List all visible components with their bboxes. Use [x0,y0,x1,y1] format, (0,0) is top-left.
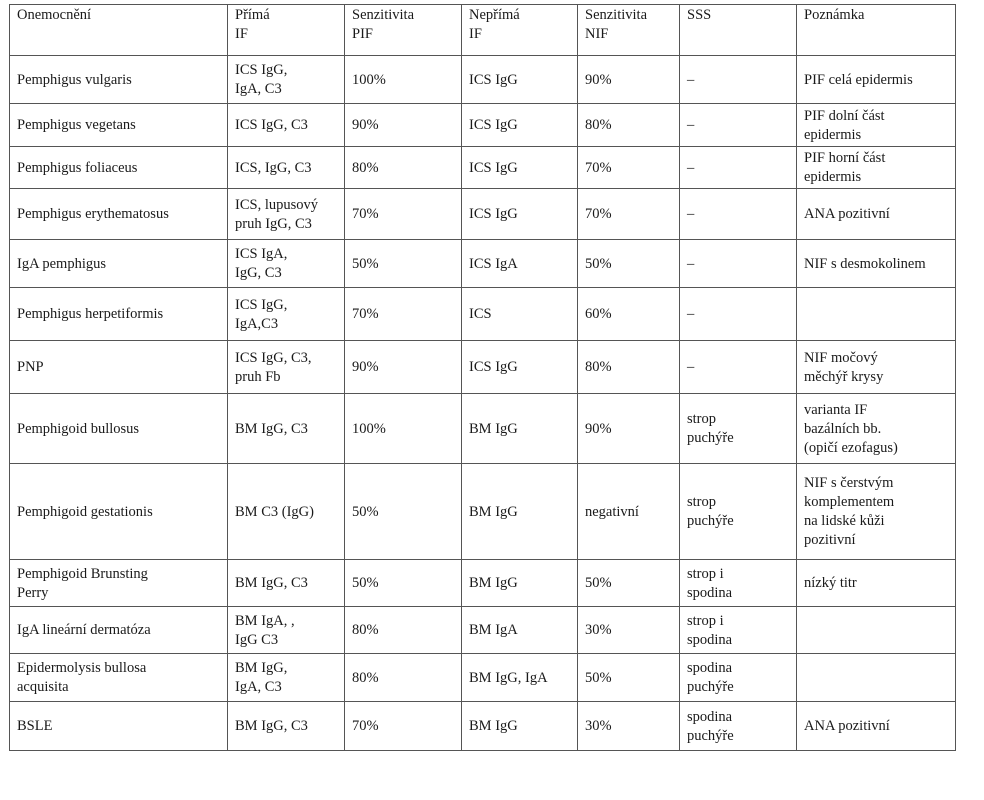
sensitivity-pif-cell: 80% [345,147,462,189]
sss-cell: – [680,147,797,189]
sensitivity-pif-cell: 50% [345,560,462,607]
sss-cell: spodina puchýře [680,654,797,702]
disease-cell: Pemphigoid bullosus [10,394,228,464]
indirect-if-cell: BM IgG [462,702,578,751]
sensitivity-pif-cell: 100% [345,394,462,464]
indirect-if-cell: ICS IgG [462,56,578,104]
disease-cell: Epidermolysis bullosa acquisita [10,654,228,702]
sss-cell: strop puchýře [680,464,797,560]
direct-if-cell: ICS, lupusový pruh IgG, C3 [228,189,345,240]
sensitivity-pif-cell: 70% [345,702,462,751]
sensitivity-pif-cell: 80% [345,607,462,654]
sensitivity-nif-cell: 80% [578,104,680,147]
table-row [10,189,956,240]
indirect-if-cell: ICS IgG [462,341,578,394]
note-cell: PIF dolní část epidermis [797,104,956,147]
header-cell-onemocneni: Onemocnění [10,5,228,56]
indirect-if-cell: ICS IgA [462,240,578,288]
sss-cell: – [680,189,797,240]
disease-cell: Pemphigoid gestationis [10,464,228,560]
header-row [10,5,956,56]
sss-cell: strop i spodina [680,560,797,607]
sss-cell: – [680,341,797,394]
sensitivity-pif-cell: 50% [345,240,462,288]
sss-cell: – [680,104,797,147]
direct-if-cell: BM IgG, IgA, C3 [228,654,345,702]
indirect-if-cell: BM IgG [462,464,578,560]
table-row [10,104,956,147]
header-cell-poznamka: Poznámka [797,5,956,56]
header-cell-prima-if: Přímá IF [228,5,345,56]
sensitivity-nif-cell: 70% [578,189,680,240]
table-row [10,341,956,394]
sensitivity-pif-cell: 80% [345,654,462,702]
table-row [10,607,956,654]
note-cell: varianta IF bazálních bb. (opičí ezofagus) [797,394,956,464]
direct-if-cell: ICS IgG, IgA, C3 [228,56,345,104]
direct-if-cell: ICS IgG, C3, pruh Fb [228,341,345,394]
direct-if-cell: BM IgG, C3 [228,702,345,751]
direct-if-cell: BM C3 (IgG) [228,464,345,560]
disease-cell: IgA lineární dermatóza [10,607,228,654]
disease-cell: Pemphigus foliaceus [10,147,228,189]
note-cell: nízký titr [797,560,956,607]
note-cell: PIF celá epidermis [797,56,956,104]
note-cell [797,288,956,341]
note-cell: ANA pozitivní [797,189,956,240]
table-row [10,56,956,104]
table-body [10,56,956,751]
sensitivity-pif-cell: 90% [345,104,462,147]
sensitivity-pif-cell: 50% [345,464,462,560]
disease-cell: Pemphigus vulgaris [10,56,228,104]
sss-cell: – [680,56,797,104]
indirect-if-cell: BM IgA [462,607,578,654]
table-row [10,394,956,464]
table-header [10,5,956,56]
sss-cell: strop puchýře [680,394,797,464]
header-cell-senzitivita-nif: Senzitivita NIF [578,5,680,56]
disease-cell: Pemphigus vegetans [10,104,228,147]
note-cell: ANA pozitivní [797,702,956,751]
sensitivity-nif-cell: 50% [578,560,680,607]
note-cell: NIF s čerstvým komplementem na lidské kůži pozitivní [797,464,956,560]
sss-cell: – [680,288,797,341]
sensitivity-pif-cell: 100% [345,56,462,104]
indirect-if-cell: ICS IgG [462,147,578,189]
disease-cell: Pemphigus erythematosus [10,189,228,240]
note-cell [797,654,956,702]
sss-cell: strop i spodina [680,607,797,654]
indirect-if-cell: BM IgG [462,394,578,464]
sensitivity-nif-cell: 90% [578,56,680,104]
sensitivity-nif-cell: 80% [578,341,680,394]
header-cell-senzitivita-pif: Senzitivita PIF [345,5,462,56]
indirect-if-cell: BM IgG, IgA [462,654,578,702]
direct-if-cell: BM IgG, C3 [228,394,345,464]
sensitivity-pif-cell: 70% [345,189,462,240]
indirect-if-cell: ICS IgG [462,189,578,240]
sss-cell: spodina puchýře [680,702,797,751]
indirect-if-cell: ICS IgG [462,104,578,147]
direct-if-cell: ICS IgG, C3 [228,104,345,147]
sensitivity-nif-cell: 50% [578,654,680,702]
indirect-if-cell: ICS [462,288,578,341]
note-cell: PIF horní část epidermis [797,147,956,189]
direct-if-cell: BM IgA, , IgG C3 [228,607,345,654]
table-row [10,147,956,189]
sensitivity-nif-cell: 60% [578,288,680,341]
sensitivity-pif-cell: 70% [345,288,462,341]
disease-cell: BSLE [10,702,228,751]
sensitivity-pif-cell: 90% [345,341,462,394]
direct-if-cell: BM IgG, C3 [228,560,345,607]
table-row [10,464,956,560]
header-cell-sss: SSS [680,5,797,56]
direct-if-cell: ICS IgG, IgA,C3 [228,288,345,341]
sss-cell: – [680,240,797,288]
table-row [10,288,956,341]
note-cell: NIF močový měchýř krysy [797,341,956,394]
sensitivity-nif-cell: 70% [578,147,680,189]
indirect-if-cell: BM IgG [462,560,578,607]
disease-cell: Pemphigus herpetiformis [10,288,228,341]
direct-if-cell: ICS, IgG, C3 [228,147,345,189]
table-row [10,240,956,288]
header-cell-neprima-if: Nepřímá IF [462,5,578,56]
table-row [10,654,956,702]
sensitivity-nif-cell: 90% [578,394,680,464]
sensitivity-nif-cell: 30% [578,607,680,654]
sensitivity-nif-cell: 50% [578,240,680,288]
sensitivity-nif-cell: 30% [578,702,680,751]
disease-cell: PNP [10,341,228,394]
table-row [10,560,956,607]
direct-if-cell: ICS IgA, IgG, C3 [228,240,345,288]
note-cell: NIF s desmokolinem [797,240,956,288]
sensitivity-nif-cell: negativní [578,464,680,560]
table-row [10,702,956,751]
disease-cell: Pemphigoid Brunsting Perry [10,560,228,607]
disease-cell: IgA pemphigus [10,240,228,288]
diagnostics-table [9,4,956,751]
note-cell [797,607,956,654]
